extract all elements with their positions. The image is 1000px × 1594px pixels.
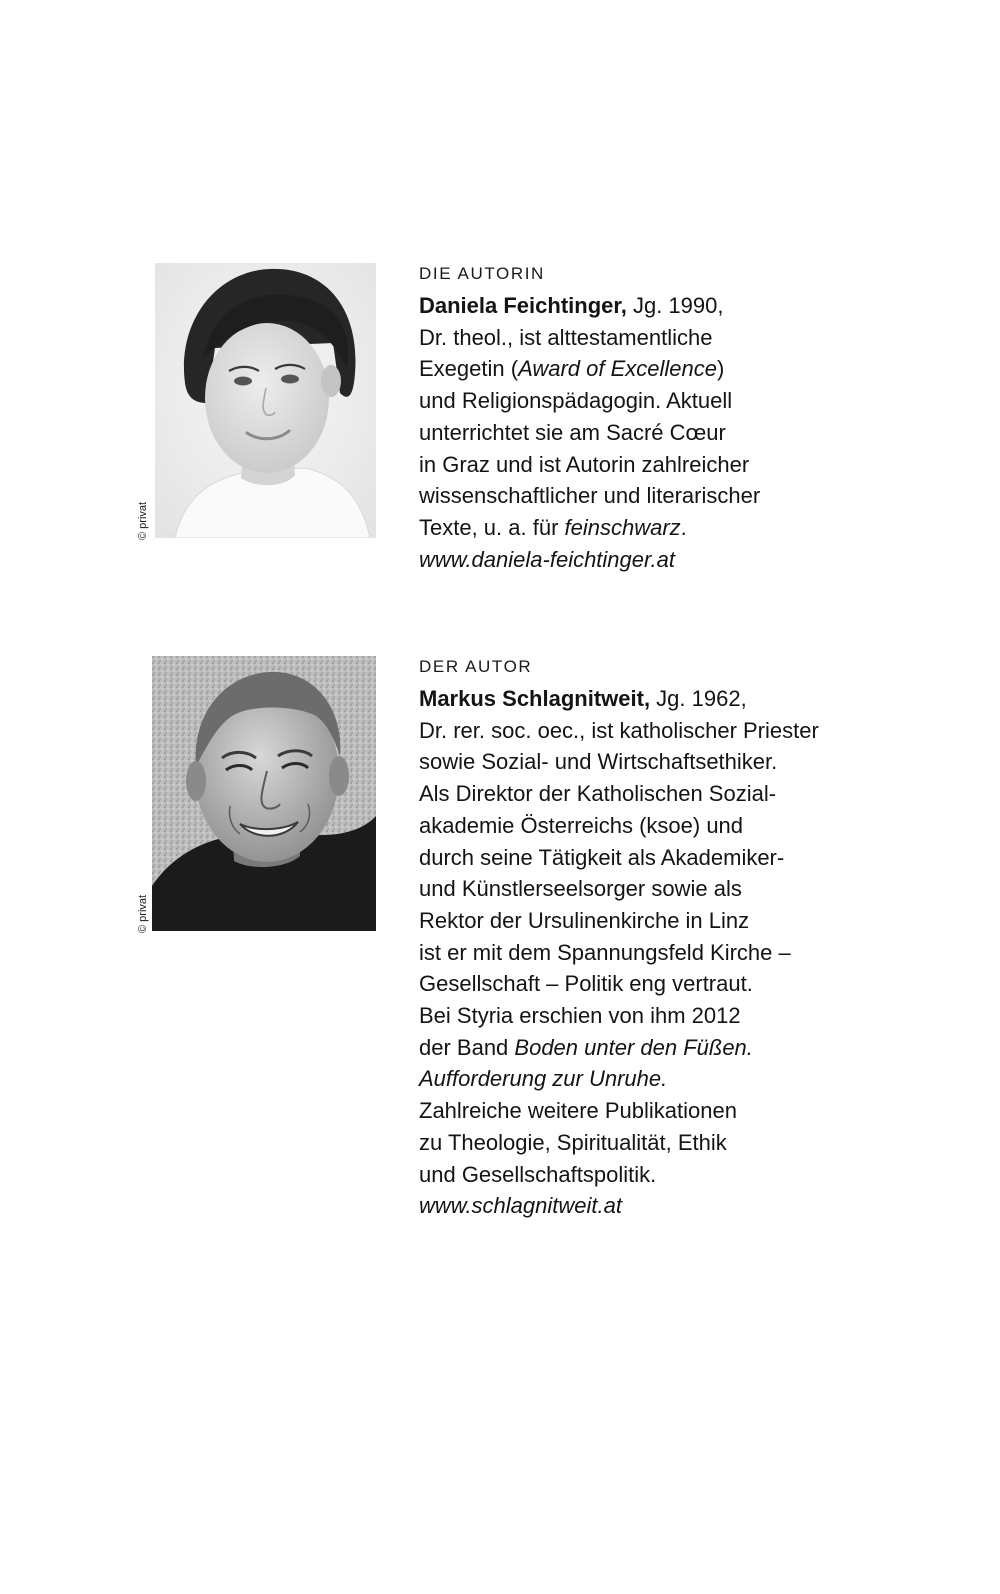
bio-line: Als Direktor der Katholischen Sozial- (419, 781, 777, 807)
bio-line: Dr. theol., ist alttestamentliche (419, 324, 713, 350)
photo-credit: © privat (137, 894, 149, 933)
author-name: Daniela Feichtinger, (419, 293, 627, 318)
bio-line (419, 512, 979, 544)
publication-title: feinschwarz (564, 514, 681, 540)
author-photo-daniela-feichtinger (155, 263, 376, 538)
section-label: DER AUTOR (419, 657, 533, 676)
author-bio-daniela-feichtinger (419, 264, 979, 575)
bio-line (419, 1063, 979, 1095)
bio-line: Dr. rer. soc. oec., ist katholischer Priester (419, 717, 819, 743)
bio-line: Gesellschaft – Politik eng vertraut. (419, 971, 753, 997)
book-title: Boden unter den Füßen. (514, 1034, 753, 1060)
bio-line (419, 683, 979, 715)
bio-text: . (680, 514, 687, 540)
author-photo-markus-schlagnitweit (152, 656, 376, 931)
bio-line: wissenschaftlicher und literarischer (419, 483, 761, 509)
bio-line: Zahlreiche weitere Publikationen (419, 1098, 737, 1124)
bio-line: ist er mit dem Spannungsfeld Kirche – (419, 939, 791, 965)
book-subtitle: Aufforderung zur Unruhe. (419, 1066, 668, 1092)
bio-line: in Graz und ist Autorin zahlreicher (419, 451, 750, 477)
bio-line (419, 353, 979, 385)
bio-line (419, 1032, 979, 1064)
bio-line (419, 290, 979, 322)
bio-text: Jg. 1962, (650, 686, 747, 711)
bio-line: zu Theologie, Spiritualität, Ethik (419, 1129, 727, 1155)
bio-line: Bei Styria erschien von ihm 2012 (419, 1003, 741, 1029)
section-label: DIE AUTORIN (419, 264, 545, 283)
bio-line: sowie Sozial- und Wirtschaftsethiker. (419, 749, 778, 775)
bio-text: der Band (419, 1034, 515, 1060)
author-name: Markus Schlagnitweit, (419, 686, 651, 711)
bio-text: Jg. 1990, (626, 293, 724, 318)
website-link[interactable] (419, 1190, 979, 1222)
bio-text: Texte, u. a. für (419, 514, 565, 540)
bio-line: akademie Österreichs (ksoe) und (419, 812, 744, 838)
website-link[interactable] (419, 544, 979, 576)
bio-line: durch seine Tätigkeit als Akademiker- (419, 844, 785, 870)
author-bio-markus-schlagnitweit (419, 657, 979, 1222)
bio-line: unterrichtet sie am Sacré Cœur (419, 419, 726, 445)
bio-line: und Künstlerseelsorger sowie als (419, 876, 742, 902)
bio-text: Exegetin ( (419, 356, 519, 382)
award-title: Award of Excellence (518, 356, 717, 382)
bio-line: und Religionspädagogin. Aktuell (419, 388, 733, 414)
website-url[interactable]: www.schlagnitweit.at (419, 1193, 622, 1219)
photo-credit: © privat (137, 501, 149, 540)
bio-line: und Gesellschaftspolitik. (419, 1161, 657, 1187)
bio-text: ) (717, 356, 725, 382)
website-url[interactable]: www.daniela-feichtinger.at (419, 546, 675, 572)
bio-line: Rektor der Ursulinenkirche in Linz (419, 907, 750, 933)
